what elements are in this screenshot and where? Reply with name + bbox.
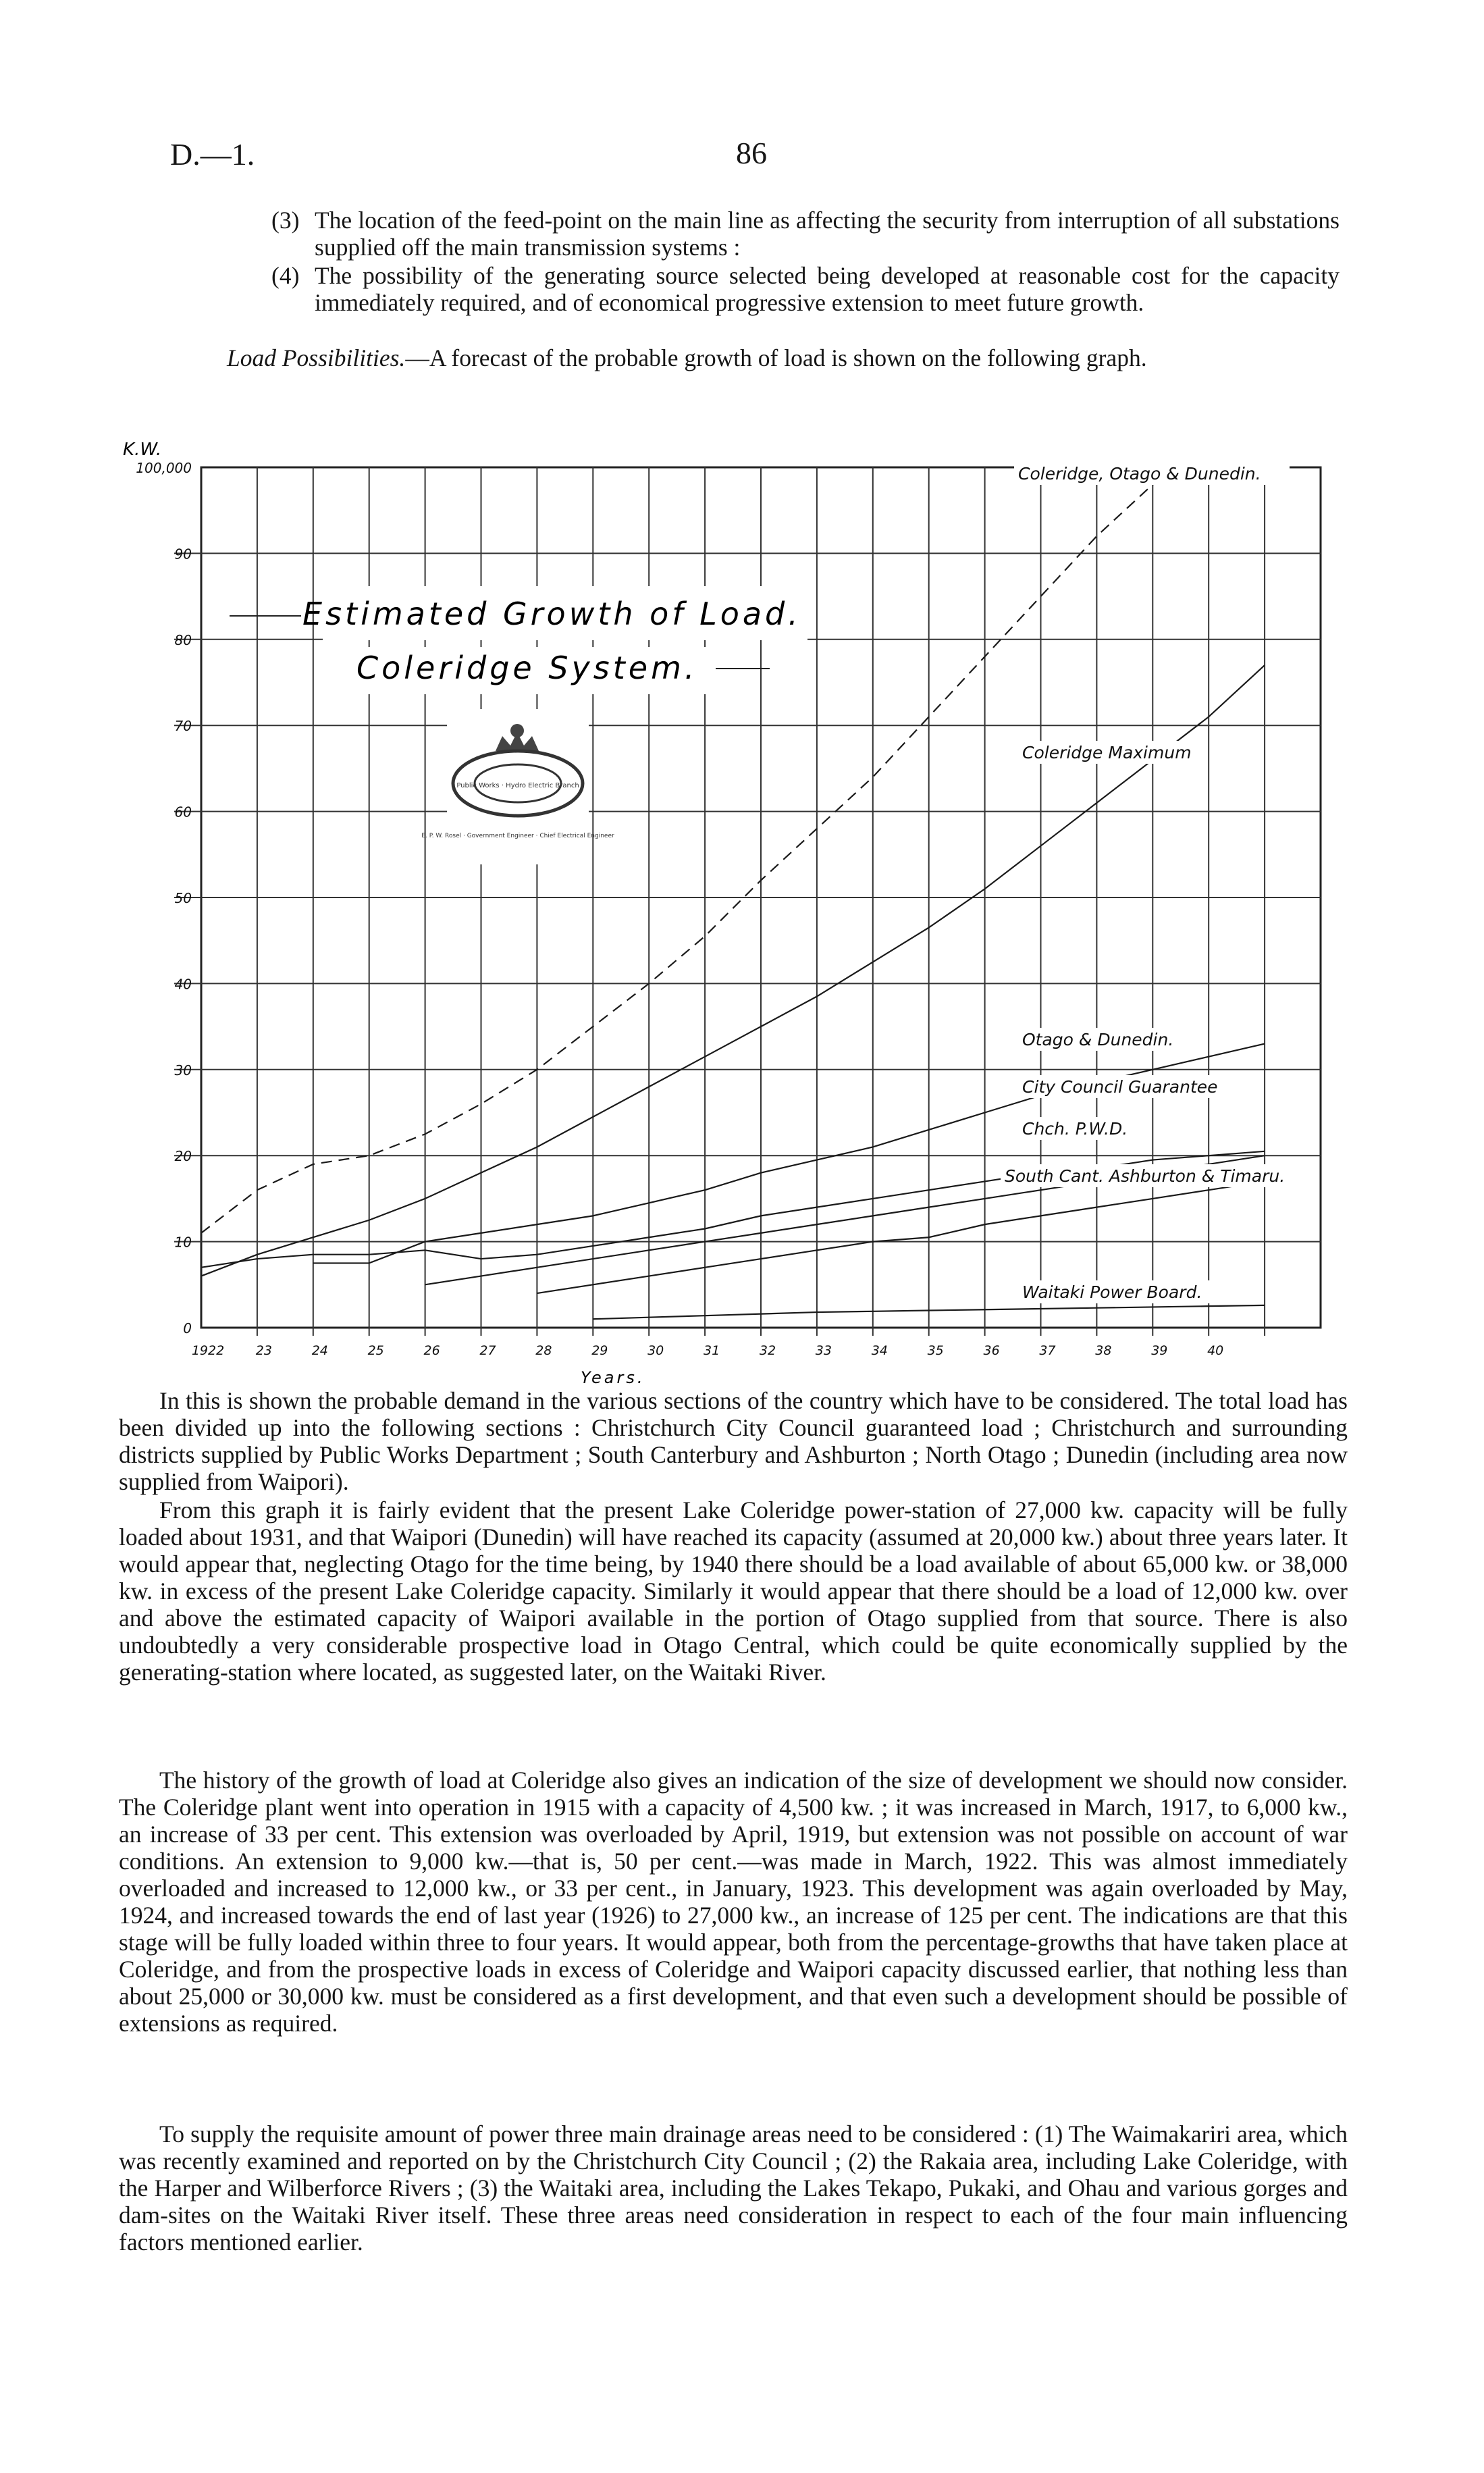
y-tick-label: 40: [174, 976, 192, 993]
x-tick-label: 28: [535, 1343, 552, 1358]
y-axis-label: K.W.: [123, 440, 162, 460]
page-number: 86: [736, 136, 767, 170]
list-item-number: (4): [271, 262, 300, 289]
document-code: D.—1.: [170, 137, 255, 172]
paragraph-lead: Load Possibilities.: [227, 344, 406, 371]
x-tick-label: 26: [423, 1343, 440, 1358]
x-tick-label: 24: [311, 1343, 328, 1358]
y-tick-label: 20: [174, 1148, 192, 1165]
y-tick-label: 70: [174, 718, 192, 735]
y-tick-label: 60: [174, 804, 192, 821]
x-tick-label: 30: [647, 1343, 664, 1358]
x-tick-label: 29: [591, 1343, 608, 1358]
x-tick-label: 37: [1039, 1343, 1056, 1358]
stamp-text: Public Works · Hydro Electric Branch: [456, 782, 579, 789]
x-tick-label: 31: [704, 1343, 720, 1358]
x-tick-label: 35: [927, 1343, 944, 1358]
chart-title-line2: Coleridge System.: [356, 650, 698, 686]
x-tick-label: 27: [479, 1343, 496, 1358]
y-tick-label: 10: [174, 1234, 192, 1251]
body-paragraph-4: To supply the requisite amount of power three main drainage areas need to be considered : (1) The Waimakariri area, which was recently examined and reported on by the Christchurch City Council ; (2) the Rakaia area, including Lake Coleridge, with the Harper and Wilberforce Rivers ; (3) the Waitaki area, including the Lakes Tekapo, Pukaki, and Ohau and various gorges and dam-sites on the Waitaki River itself. These three areas need consideration in respect to each of the four main influencing factors mentioned earlier.: [119, 2120, 1348, 2256]
x-tick-label: 1922: [191, 1343, 225, 1358]
series-label-3: Otago & Dunedin.: [1022, 1030, 1174, 1049]
list-item-number: (3): [271, 207, 300, 234]
chart-title-line1: Estimated Growth of Load.: [302, 596, 801, 632]
series-label-4: City Council Guarantee: [1022, 1077, 1218, 1097]
y-tick-label: 0: [183, 1320, 192, 1336]
series-label-2: Coleridge Maximum: [1022, 743, 1192, 762]
x-tick-label: 25: [367, 1343, 384, 1358]
x-axis-label: Years.: [581, 1368, 645, 1387]
stamp-caption: E. P. W. Rosel · Government Engineer · Chief Electrical Engineer: [421, 833, 614, 839]
x-tick-label: 33: [815, 1343, 832, 1358]
y-tick-label: 80: [174, 631, 192, 648]
y-tick-label: 90: [174, 546, 192, 563]
series-label-7: Waitaki Power Board.: [1022, 1282, 1202, 1302]
x-tick-label: 40: [1207, 1343, 1224, 1358]
body-paragraph-2: From this graph it is fairly evident that the present Lake Coleridge power-station of 27,000 kw. capacity will be fully loaded about 1931, and that Waipori (Dunedin) will have reached its capacity (assumed at 20,000 kw.) about three years later. It would appear that, neglecting Otago for the time being, by 1940 there should be a load available of about 65,000 kw. or 38,000 kw. in excess of the present Lake Coleridge capacity. Similarly it would appear that there should be a load of 12,000 kw. over and above the estimated capacity of Waipori available in the portion of Otago supplied from that source. There is also undoubtedly a very considerable prospective load in Otago Central, which could be quite economically supplied by the generating-station where located, as suggested later, on the Waitaki River.: [119, 1496, 1348, 1686]
x-tick-label: 32: [759, 1343, 776, 1358]
x-tick-label: 23: [255, 1343, 272, 1358]
list-item-text: The location of the feed-point on the main line as affecting the security from interruption of all substations supplied off the main transmission systems :: [315, 207, 1340, 261]
series-label-1: Coleridge, Otago & Dunedin.: [1018, 464, 1261, 484]
x-tick-label: 36: [983, 1343, 1000, 1358]
x-tick-label: 38: [1095, 1343, 1112, 1358]
y-tick-label: 50: [174, 890, 192, 906]
paragraph-text: —A forecast of the probable growth of load is shown on the following graph.: [405, 344, 1147, 371]
y-tick-label: 100,000: [136, 460, 192, 476]
x-tick-label: 34: [871, 1343, 888, 1358]
series-label-6: South Cant. Ashburton & Timaru.: [1005, 1166, 1286, 1186]
series-label-5: Chch. P.W.D.: [1022, 1119, 1128, 1139]
body-paragraph-1: In this is shown the probable demand in the various sections of the country which have to be considered. The total load has been divided up into the following sections : Christchurch City Council guaranteed load ; Christchurch and surrounding districts supplied by Public Works Department ; South Canterbury and Ashburton ; North Otago ; Dunedin (including area now supplied from Waipori).: [119, 1387, 1348, 1495]
body-paragraph-3: The history of the growth of load at Coleridge also gives an indication of the size of development we should now consider. The Coleridge plant went into operation in 1915 with a capacity of 4,500 kw. ; it was increased in March, 1917, to 6,000 kw., an increase of 33 per cent. This extension was overloaded by April, 1919, but extension was not possible on account of war conditions. An extension to 9,000 kw.—that is, 50 per cent.—was made in March, 1922. This was almost immediately overloaded and increased to 12,000 kw., or 33 per cent., in January, 1923. This development was again overloaded by May, 1924, and increased towards the end of last year (1926) to 27,000 kw., an increase of 125 per cent. The indications are that this stage will be fully loaded within three to four years. It would appear, both from the percentage-growths that have taken place at Coleridge, and from the prospective loads in excess of Coleridge and Waipori capacity discussed earlier, that nothing less than about 25,000 or 30,000 kw. must be considered as a first development, and that even such a development should be possible of extensions as required.: [119, 1767, 1348, 2037]
government-stamp: [421, 709, 614, 864]
y-tick-label: 30: [174, 1062, 192, 1078]
list-item-text: The possibility of the generating source selected being developed at reasonable cost for the capacity immediately required, and of economical progressive extension to meet future growth.: [315, 262, 1340, 316]
x-tick-label: 39: [1151, 1343, 1168, 1358]
